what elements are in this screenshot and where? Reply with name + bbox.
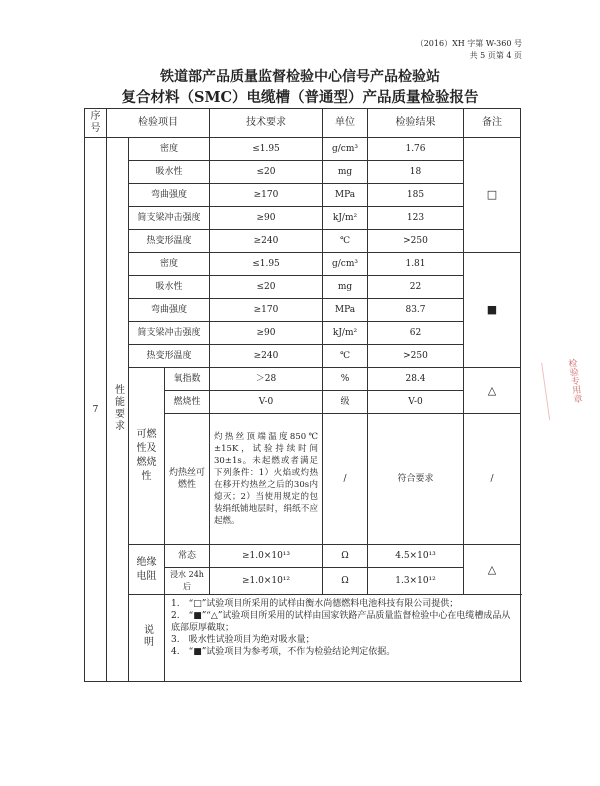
report-number: （2016）XH 字第 W-360 号 [415, 39, 522, 48]
header-requirement: 技术要求 [210, 109, 323, 138]
unit-cell: mg [323, 161, 368, 184]
note-item: 4. “■”试验项目为参考项，不作为检验结论判定依据。 [171, 647, 396, 657]
result-cell: >250 [368, 230, 464, 253]
item-cell: 常态 [165, 545, 210, 568]
unit-cell: MPa [323, 299, 368, 322]
remark-cell: / [464, 414, 521, 545]
req-cell: ≤20 [210, 276, 323, 299]
unit-cell: kJ/m² [323, 207, 368, 230]
result-cell: 符合要求 [368, 414, 464, 545]
req-cell: ≥90 [210, 207, 323, 230]
item-cell: 密度 [129, 253, 210, 276]
item-cell: 吸水性 [129, 161, 210, 184]
req-cell: ≥170 [210, 299, 323, 322]
header-result: 检验结果 [368, 109, 464, 138]
table-row [85, 138, 521, 161]
unit-cell: ℃ [323, 345, 368, 368]
result-cell: >250 [368, 345, 464, 368]
unit-cell: 级 [323, 391, 368, 414]
result-cell: 83.7 [368, 299, 464, 322]
table-row [85, 322, 521, 345]
header-seq: 序号 [85, 109, 107, 138]
item-cell: 弯曲强度 [129, 184, 210, 207]
unit-cell: % [323, 368, 368, 391]
note-item: 1. “□”试验项目所采用的试样由衡水尚德燃料电池科技有限公司提供； [171, 599, 459, 609]
req-cell: 灼热丝顶端温度850℃±15K，试验持续时间30±1s。未起燃或者满足下列条件：1）火焰或灼热在移开灼热丝之后的30s内熄灭；2）当使用规定的包装绢纸铺地层时，绢纸不应起燃。 [210, 414, 323, 545]
header-item: 检验项目 [107, 109, 210, 138]
result-cell: 123 [368, 207, 464, 230]
table-row [85, 545, 521, 568]
table-row [85, 161, 521, 184]
req-cell: V-0 [210, 391, 323, 414]
unit-cell: Ω [323, 568, 368, 595]
note-item: 3. 吸水性试验项目为绝对吸水量； [171, 635, 315, 645]
table-row [85, 253, 521, 276]
notes-label-text: 说明 [141, 624, 153, 648]
table-row [85, 276, 521, 299]
req-cell: ≥1.0×10¹² [210, 568, 323, 595]
item-cell: 热变形温度 [129, 230, 210, 253]
seq-number: 7 [85, 138, 107, 682]
table-row [85, 299, 521, 322]
req-cell: ≤20 [210, 161, 323, 184]
remark-triangle: △ [464, 545, 521, 595]
remark-square-filled: ■ [464, 253, 521, 368]
insulation-label-text: 绝缘电阻 [136, 556, 157, 582]
header-remark: 备注 [464, 109, 521, 138]
insulation-label [129, 545, 165, 595]
result-cell: 4.5×10¹³ [368, 545, 464, 568]
result-cell: 62 [368, 322, 464, 345]
notes-row [85, 595, 521, 682]
glow-wire-item: 灼热丝可燃性 [169, 468, 206, 490]
result-cell: 1.76 [368, 138, 464, 161]
unit-cell: g/cm³ [323, 138, 368, 161]
table-row [85, 184, 521, 207]
req-cell: ≥170 [210, 184, 323, 207]
req-cell: ≥1.0×10¹³ [210, 545, 323, 568]
item-cell: 简支梁冲击强度 [129, 207, 210, 230]
item-cell: 浸水 24h 后 [165, 568, 210, 595]
flammability-label-text: 可燃性及燃烧性 [136, 429, 157, 482]
item-cell: 密度 [129, 138, 210, 161]
item-cell: 热变形温度 [129, 345, 210, 368]
note-item: 2. “■”“△”试验项目所采用的试样由国家铁路产品质量监督检验中心在电缆槽成品从底部原厚截取； [171, 611, 511, 633]
item-cell [165, 414, 210, 545]
item-cell: 简支梁冲击强度 [129, 322, 210, 345]
result-cell: V-0 [368, 391, 464, 414]
item-cell: 燃烧性 [165, 391, 210, 414]
unit-cell: g/cm³ [323, 253, 368, 276]
result-cell: 1.81 [368, 253, 464, 276]
header-row [85, 109, 521, 138]
result-cell: 185 [368, 184, 464, 207]
unit-cell: mg [323, 276, 368, 299]
unit-cell: Ω [323, 545, 368, 568]
result-cell: 28.4 [368, 368, 464, 391]
report-title-line2: 复合材料（SMC）电缆槽（普通型）产品质量检验报告 [121, 89, 479, 106]
unit-cell: ℃ [323, 230, 368, 253]
notes-cell [165, 595, 521, 682]
item-cell: 吸水性 [129, 276, 210, 299]
inspection-table [84, 108, 521, 682]
result-cell: 1.3×10¹² [368, 568, 464, 595]
report-title-line1: 铁道部产品质量监督检验中心信号产品检验站 [160, 69, 440, 85]
table-row [85, 345, 521, 368]
group-label [107, 138, 129, 682]
req-cell: ≤1.95 [210, 138, 323, 161]
document-number [416, 38, 522, 62]
notes-label [129, 595, 165, 682]
result-cell: 18 [368, 161, 464, 184]
group-label-text: 性能要求 [112, 383, 124, 432]
flammability-label [129, 368, 165, 545]
table-row [85, 230, 521, 253]
page-count: 共 5 页第 4 页 [469, 51, 522, 60]
table-row [85, 368, 521, 391]
req-cell: ＞28 [210, 368, 323, 391]
req-cell: ≥90 [210, 322, 323, 345]
remark-triangle: △ [464, 368, 521, 414]
inspection-seal-stamp: 检验专用章 [541, 358, 586, 421]
req-cell: ≤1.95 [210, 253, 323, 276]
header-unit: 单位 [323, 109, 368, 138]
unit-cell: kJ/m² [323, 322, 368, 345]
req-cell: ≥240 [210, 230, 323, 253]
remark-square-outline: □ [464, 138, 521, 253]
item-cell: 弯曲强度 [129, 299, 210, 322]
table-row [85, 207, 521, 230]
result-cell: 22 [368, 276, 464, 299]
unit-cell: / [323, 414, 368, 545]
req-cell: ≥240 [210, 345, 323, 368]
unit-cell: MPa [323, 184, 368, 207]
item-cell: 氧指数 [165, 368, 210, 391]
